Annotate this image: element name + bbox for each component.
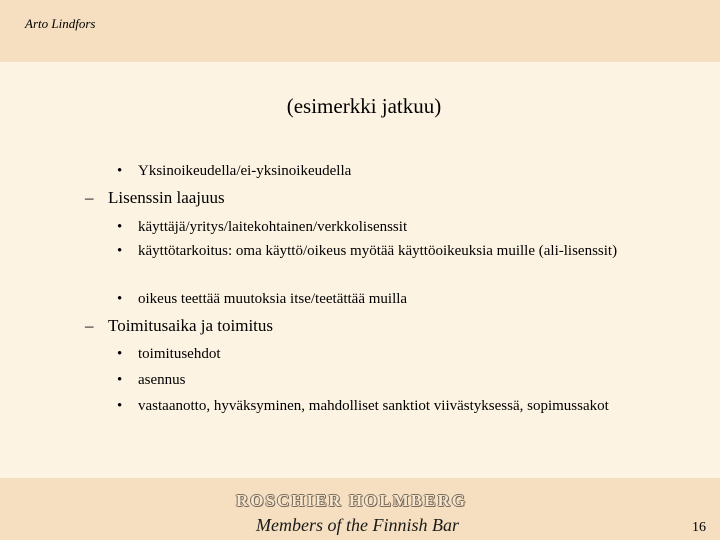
list-item-text: oikeus teettää muutoksia itse/teetättää muilla (138, 291, 408, 307)
list-item-text: Lisenssin laajuus (108, 188, 225, 207)
list-item (85, 314, 273, 338)
slide-title: (esimerkki jatkuu) (286, 94, 442, 118)
list-item (117, 343, 657, 365)
firm-logo: ROSCHIER HOLMBERG (236, 491, 467, 510)
list-item-text: Yksinoikeudella/ei-yksinoikeudella (138, 163, 352, 179)
bullet-mark: • (117, 398, 123, 414)
author-name: Arto Lindfors (25, 16, 96, 31)
dash-mark: – (85, 188, 94, 207)
page-number: 16 (692, 520, 706, 535)
firm-tagline: Members of the Finnish Bar (256, 515, 459, 535)
dash-mark: – (85, 316, 94, 335)
list-item-text: toimitusehdot (138, 346, 221, 362)
list-item (117, 288, 657, 310)
list-item (117, 369, 657, 391)
header-band (0, 0, 720, 62)
bullet-mark: • (117, 219, 123, 235)
bullet-mark: • (117, 372, 123, 388)
list-item (117, 240, 647, 262)
list-item (117, 395, 627, 417)
list-item-text: käyttötarkoitus: oma käyttö/oikeus myötää käyttöoikeuksia muille (ali-lisenssit) (138, 243, 618, 259)
bullet-mark: • (117, 163, 123, 179)
list-item-text: käyttäjä/yritys/laitekohtainen/verkkolisenssit (138, 219, 408, 235)
bullet-mark: • (117, 243, 123, 259)
list-item-text: vastaanotto, hyväksyminen, mahdolliset sanktiot viivästyksessä, sopimussakot (138, 398, 609, 414)
list-item-text: asennus (138, 372, 186, 388)
list-item-text: Toimitusaika ja toimitus (108, 316, 274, 335)
list-item (85, 186, 225, 210)
bullet-mark: • (117, 346, 123, 362)
list-item (117, 160, 657, 182)
list-item (117, 216, 657, 238)
bullet-mark: • (117, 291, 123, 307)
